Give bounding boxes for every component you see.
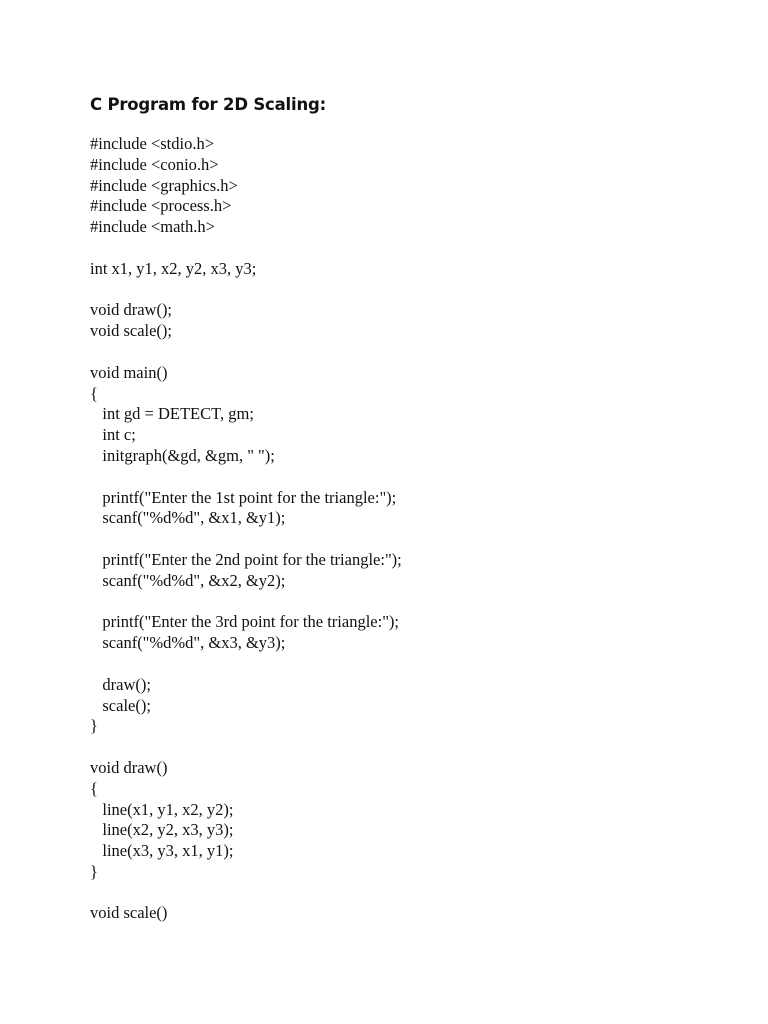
code-line: scale(); xyxy=(90,695,151,715)
code-line: int x1, y1, x2, y2, x3, y3; xyxy=(90,258,257,278)
code-line: line(x3, y3, x1, y1); xyxy=(90,841,234,861)
code-line: void draw() xyxy=(90,757,168,777)
code-line xyxy=(90,467,402,488)
code-line: draw(); xyxy=(90,674,151,694)
code-line xyxy=(90,238,402,259)
code-line: initgraph(&gd, &gm, " "); xyxy=(90,445,275,465)
code-line: scanf("%d%d", &x1, &y1); xyxy=(90,508,286,528)
code-line: line(x1, y1, x2, y2); xyxy=(90,799,234,819)
code-line xyxy=(90,342,402,363)
code-line xyxy=(90,529,402,550)
code-line: printf("Enter the 1st point for the triangle:"); xyxy=(90,487,397,507)
document-heading: C Program for 2D Scaling: xyxy=(90,95,327,114)
code-line: { xyxy=(90,778,98,798)
code-line: void draw(); xyxy=(90,300,173,320)
code-line: line(x2, y2, x3, y3); xyxy=(90,820,234,840)
code-line: #include <stdio.h> xyxy=(90,134,215,153)
code-line: { xyxy=(90,383,98,403)
code-line: #include <math.h> xyxy=(90,217,215,237)
code-line: void scale() xyxy=(90,903,168,923)
code-line: printf("Enter the 2nd point for the triangle:"); xyxy=(90,549,402,569)
code-line: #include <graphics.h> xyxy=(90,175,238,195)
code-line xyxy=(90,654,402,675)
code-line: int c; xyxy=(90,425,136,445)
code-line xyxy=(90,280,402,301)
code-line: scanf("%d%d", &x3, &y3); xyxy=(90,633,286,653)
code-line: int gd = DETECT, gm; xyxy=(90,404,254,424)
code-line: } xyxy=(90,716,98,736)
code-line xyxy=(90,592,402,613)
code-line: scanf("%d%d", &x2, &y2); xyxy=(90,570,286,590)
code-line: } xyxy=(90,861,98,881)
code-line: #include <process.h> xyxy=(90,196,232,216)
code-block xyxy=(90,134,402,924)
code-line xyxy=(90,737,402,758)
code-line xyxy=(90,883,402,904)
code-line: void main() xyxy=(90,362,168,382)
code-line: printf("Enter the 3rd point for the triangle:"); xyxy=(90,612,400,632)
code-line: #include <conio.h> xyxy=(90,154,219,174)
code-line: void scale(); xyxy=(90,321,173,341)
